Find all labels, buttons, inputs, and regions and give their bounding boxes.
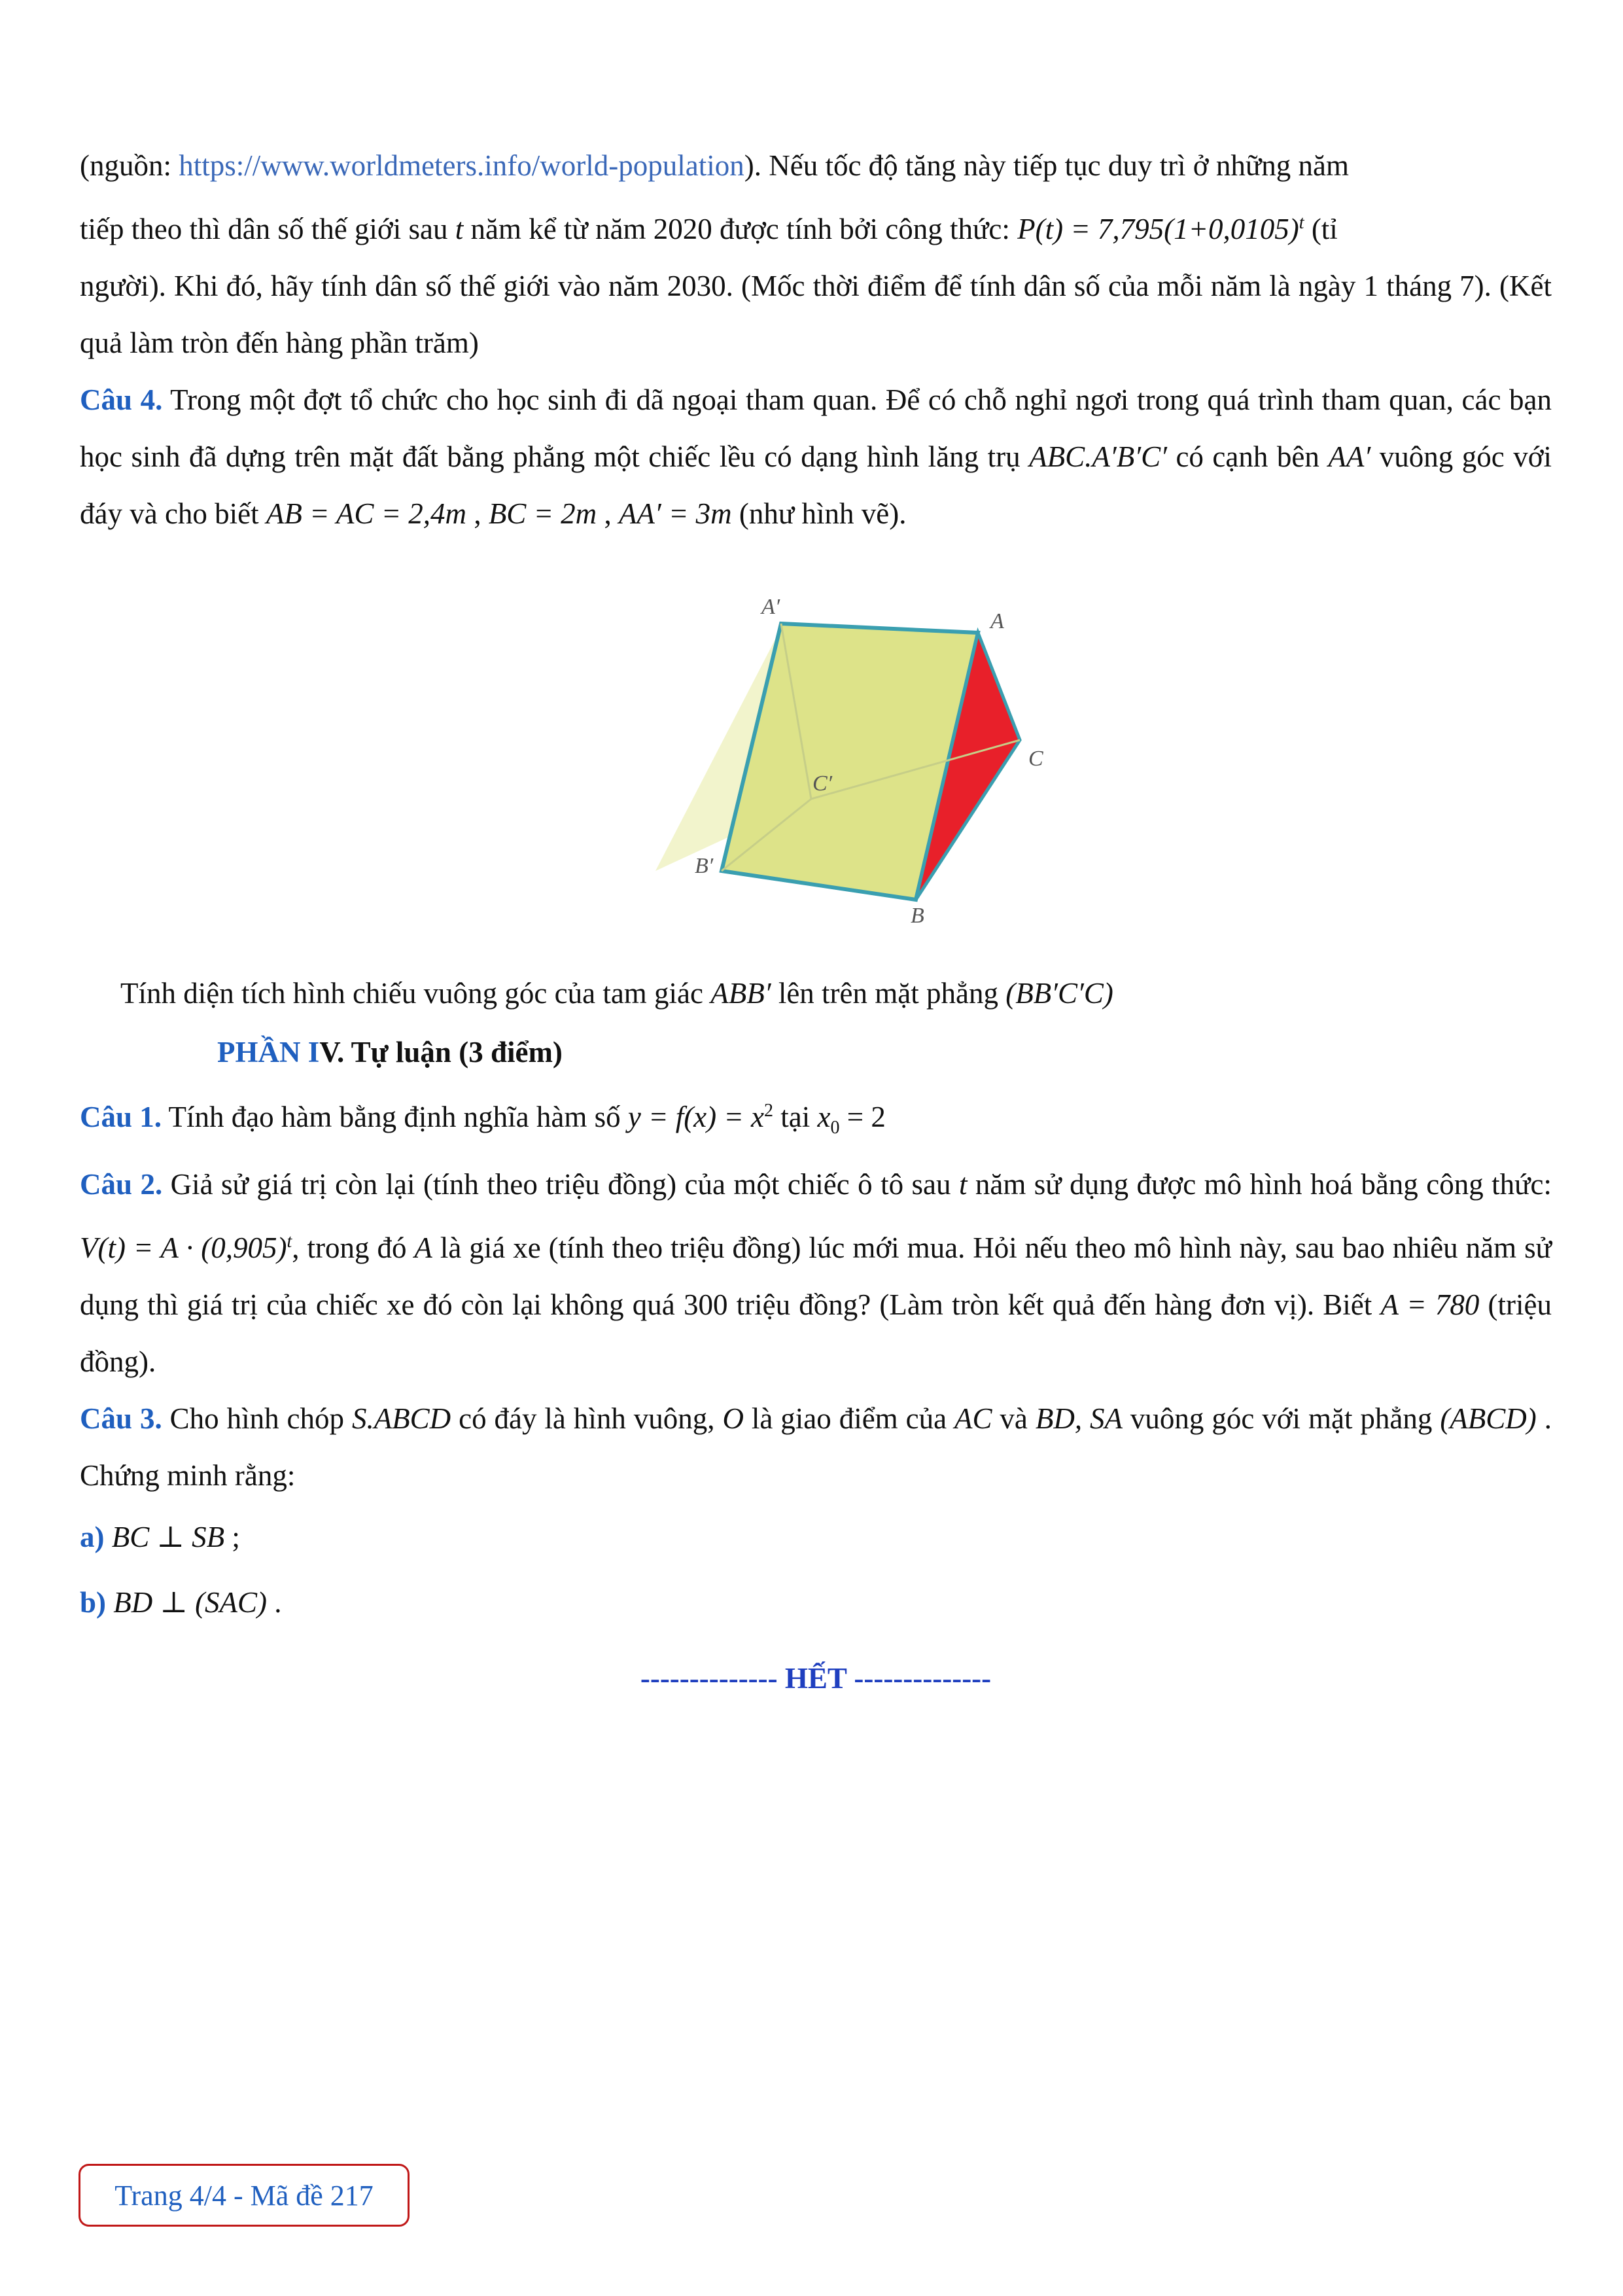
math-expr: = 2 — [839, 1101, 886, 1133]
question-text: và — [992, 1402, 1036, 1435]
question-text: Tính diện tích hình chiếu vuông góc của tam giác — [120, 977, 711, 1010]
part4-question-1 — [80, 1082, 1552, 1156]
punctuation: ; — [224, 1521, 240, 1553]
question-text: vuông góc với mặt phẳng — [1123, 1402, 1440, 1435]
prism-figure — [597, 583, 1094, 949]
question-text: vuông góc với đáy và cho biết — [80, 440, 1552, 530]
math-expr: BD ⊥ (SAC) — [113, 1586, 268, 1619]
question-text: Cho hình chóp — [162, 1402, 352, 1435]
question-4-task — [80, 965, 1552, 1022]
math-expr: BD, SA — [1035, 1402, 1123, 1435]
intro-text: (nguồn: — [80, 149, 179, 182]
intro-text: (tỉ — [1304, 213, 1338, 245]
intro-text: tiếp theo thì dân số thế giới sau — [80, 213, 455, 245]
math-var: O — [722, 1402, 744, 1435]
question-text: có cạnh bên — [1166, 440, 1329, 473]
part4-question-2 — [80, 1156, 1552, 1390]
question-text: lên trên mặt phẳng — [771, 977, 1006, 1010]
question-text: năm sử dụng được mô hình hoá bằng công thức: — [967, 1168, 1552, 1201]
math-expr: A = 780 — [1380, 1288, 1480, 1321]
part-title-rest: V. Tự luận (3 điểm) — [319, 1036, 563, 1069]
vertex-label-C1: C′ — [812, 771, 833, 796]
intro-line-2 — [80, 194, 1552, 258]
vertex-label-C: C — [1028, 747, 1043, 771]
math-var: t — [958, 1168, 968, 1201]
source-link[interactable]: https://www.worldmeters.info/world-population — [179, 149, 744, 182]
question-text: tại — [773, 1101, 818, 1133]
question-text: là giao điểm của — [743, 1402, 954, 1435]
question-text: , trong đó — [292, 1231, 415, 1264]
part-4-title — [217, 1022, 1552, 1082]
part4-question-3-b — [80, 1570, 1552, 1635]
math-expr: AC — [954, 1402, 992, 1435]
math-expr: y = f(x) = x — [627, 1101, 764, 1133]
subscript: 0 — [830, 1118, 840, 1138]
item-label: a) — [80, 1521, 105, 1553]
punctuation: . — [267, 1586, 282, 1619]
part-title-colored: PHẦN I — [217, 1036, 320, 1069]
math-expr: AA′ — [1328, 440, 1371, 473]
question-label: Câu 2. — [80, 1168, 163, 1201]
formula-exponent: t — [1299, 213, 1304, 233]
math-expr: BC = 2m — [488, 497, 597, 530]
exponent: 2 — [763, 1101, 773, 1121]
math-expr: V(t) = A · (0,905) — [80, 1231, 287, 1264]
vertex-label-B: B — [911, 904, 924, 928]
math-expr: AA′ = 3m — [618, 497, 732, 530]
intro-line-3: người). Khi đó, hãy tính dân số thế giới vào năm 2030. (Mốc thời điểm để tính dân số của mỗi năm là ngày 1 tháng 7). (Kết quả làm tròn đến hàng phần trăm) — [80, 270, 1552, 359]
prism-drawing — [597, 583, 1094, 949]
math-expr: ABB′ — [710, 977, 771, 1010]
separator: , — [466, 497, 489, 530]
question-label: Câu 1. — [80, 1101, 162, 1133]
intro-text: ). Nếu tốc độ tăng này tiếp tục duy trì ở những năm — [744, 149, 1349, 182]
question-text: Giả sử giá trị còn lại (tính theo triệu đồng) của một chiếc ô tô sau — [162, 1168, 959, 1201]
end-marker: -------------- HẾT -------------- — [640, 1662, 992, 1695]
question-text: là giá xe (tính theo triệu đồng) lúc mới mua. Hỏi nếu theo mô hình này, sau bao nhiêu năm sử dụng thì giá trị của chiếc xe đó còn lại không quá 300 triệu đồng? (Làm tròn kết quả đến hàng đơn vị). Biết — [80, 1231, 1552, 1321]
question-label: Câu 4. — [80, 383, 163, 416]
math-expr: AB = AC = 2,4m — [266, 497, 467, 530]
population-formula: P(t) = 7,795(1+0,0105) — [1017, 213, 1299, 245]
part4-question-3 — [80, 1390, 1552, 1504]
page-footer: Trang 4/4 - Mã đề 217 — [79, 2164, 410, 2227]
question-text: Tính đạo hàm bằng định nghĩa hàm số — [162, 1101, 628, 1133]
math-expr: BC ⊥ SB — [111, 1521, 225, 1553]
item-label: b) — [80, 1586, 107, 1619]
math-var: x — [817, 1101, 831, 1133]
vertex-label-A: A — [990, 609, 1004, 633]
question-text: có đáy là hình vuông, — [451, 1402, 723, 1435]
part4-question-3-a — [80, 1504, 1552, 1570]
vertex-label-A1: A′ — [761, 595, 780, 619]
intro-line-1 — [80, 137, 1552, 194]
math-expr: (ABCD) — [1440, 1402, 1537, 1435]
question-text: . Chứng minh rằng: — [80, 1402, 1552, 1492]
math-var: t — [455, 213, 464, 245]
question-4 — [80, 372, 1552, 542]
intro-text: năm kể từ năm 2020 được tính bởi công thức: — [463, 213, 1018, 245]
question-text: (triệu đồng). — [80, 1288, 1552, 1378]
vertex-label-B1: B′ — [695, 854, 714, 878]
separator: , — [597, 497, 619, 530]
math-expr: ABC.A′B′C′ — [1029, 440, 1167, 473]
math-var: A — [414, 1231, 432, 1264]
question-text: Trong một đợt tổ chức cho học sinh đi dã ngoại tham quan. Để có chỗ nghỉ ngơi trong quá trình tham quan, các bạn học sinh đã dựng trên mặt đất bằng phẳng một chiếc lều có dạng hình lăng trụ — [80, 383, 1552, 473]
question-label: Câu 3. — [80, 1402, 162, 1435]
question-text: (như hình vẽ). — [731, 497, 907, 530]
exponent: t — [287, 1231, 292, 1252]
math-expr: (BB′C′C) — [1005, 977, 1113, 1010]
page-content — [80, 137, 1552, 1725]
math-expr: S.ABCD — [351, 1402, 451, 1435]
